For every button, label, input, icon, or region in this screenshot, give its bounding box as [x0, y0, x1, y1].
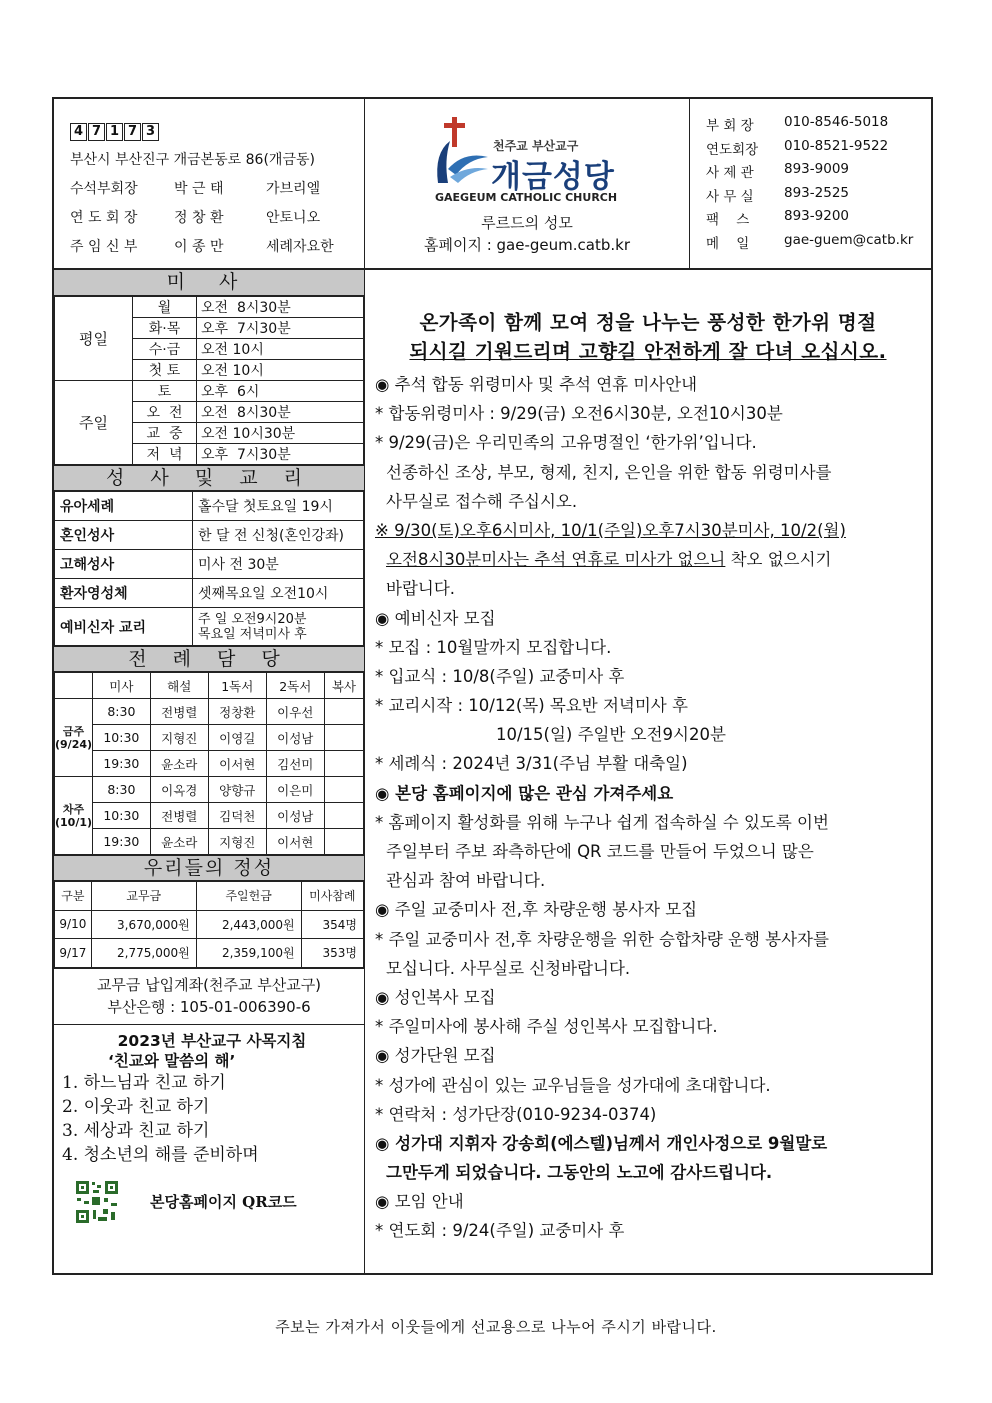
- notice-item: * 교리시작 : 10/12(목) 목요반 저녁미사 후: [375, 696, 688, 716]
- qr-label: 본당홈페이지 QR코드: [150, 1193, 297, 1211]
- notice-text: 오전8시30분미사는 추석 연휴로 미사가 없으니 착오 없으시기: [386, 550, 832, 570]
- notice-text: 사무실로 접수해 주십시오.: [386, 491, 578, 511]
- notice-text: 그만두게 되었습니다. 그동안의 노고에 감사드립니다.: [386, 1163, 773, 1183]
- notice-text: 관심과 참여 바랍니다.: [386, 871, 546, 891]
- notice-item: * 주일미사에 봉사해 주실 성인복사 모집합니다.: [375, 1017, 718, 1037]
- bulletin-frame: [52, 97, 933, 1275]
- postal-code: [70, 123, 159, 141]
- notice-heading: ◉ 추석 합동 위령미사 및 추석 연휴 미사안내: [375, 375, 698, 394]
- leader-row: 수석부회장 박 근 태 가브리엘: [70, 181, 321, 197]
- notice-text: 바랍니다.: [386, 579, 456, 599]
- notice-heading: ◉ 성가단원 모집: [375, 1046, 496, 1066]
- contact-row: 메 일 gae-guem@catb.kr: [706, 231, 914, 252]
- notice-item: * 9/29(금)은 우리민족의 고유명절인 ‘한가위’입니다.: [375, 433, 757, 453]
- policy-item: 3. 세상과 친교 하기: [62, 1120, 210, 1141]
- notice-heading: ◉ 성인복사 모집: [375, 987, 496, 1007]
- notice-heading: ◉ 모임 안내: [375, 1192, 464, 1212]
- notice-heading: ◉ 주일 교중미사 전,후 차량운행 봉사자 모집: [375, 900, 698, 920]
- notice-item: * 연락처 : 성가단장(010-9234-0374): [375, 1104, 657, 1124]
- liturgy-table: 미사 해설 1독서 2독서 복사 금주(9/24) 8:30 전병렬 정창환 이우선 10:30 지형진 이영길 이성남 19:30 윤소라 이서현 김선미 차주(10/1) 8:30 이옥경 양향규 이은미 10:30 전병렬 김덕천 이성남 19:30 윤소라 지형진 이서현: [54, 672, 364, 855]
- notice-item: * 연도회 : 9/24(주일) 교중미사 후: [375, 1221, 625, 1241]
- church-name-english: GAEGEUM CATHOLIC CHURCH: [435, 191, 618, 204]
- patron-saint: 루르드의 성모: [481, 214, 573, 232]
- notice-item: * 성가에 관심이 있는 교우님들을 성가대에 초대합니다.: [375, 1075, 771, 1095]
- header-address-block: [54, 99, 365, 268]
- mass-table: 평일 월 오전 8시30분 화·목 오후 7시30분 수·금 오전 10시 첫 토 오전 10시 주일 토 오후 6시 오 전 오전 8시30분 교 중 오전 10시30분 저 녁 오후 7시30분: [54, 296, 364, 465]
- sidebar: [54, 270, 365, 1275]
- header-logo-block: [365, 99, 690, 268]
- notice-item: * 세례식 : 2024년 3/31(주님 부활 대축일): [375, 754, 688, 774]
- pastoral-policy: 2023년 부산교구 사목지침 ‘친교와 말씀의 해’ 1. 하느님과 친교 하기 2. 이웃과 친교 하기 3. 세상과 친교 하기 4. 청소년의 해를 준비하며 본당홈페이지 QR코드: [54, 1025, 364, 1225]
- homepage-url: 홈페이지 : gae-geum.catb.kr: [423, 236, 630, 254]
- notice-item: * 입교식 : 10/8(주일) 교중미사 후: [375, 666, 625, 686]
- notice-item: * 홈페이지 활성화를 위해 누구나 쉽게 접속하실 수 있도록 이번: [375, 812, 829, 832]
- policy-item: 4. 청소년의 해를 준비하며: [62, 1144, 259, 1165]
- address: 부산시 부산진구 개금본동로 86(개금동): [70, 152, 315, 168]
- diocese-label: 천주교 부산교구: [493, 139, 579, 153]
- contact-row: 연도회장 010-8521-9522: [706, 137, 889, 158]
- notice-text: 주일부터 주보 좌측하단에 QR 코드를 만들어 두었으니 많은: [386, 842, 814, 861]
- postal-digit: 4: [70, 123, 87, 141]
- notice-heading: ◉ 성가대 지휘자 강송희(에스텔)님께서 개인사정으로 9월말로: [375, 1133, 828, 1153]
- notice-text: 모십니다. 사무실로 신청바랍니다.: [386, 958, 631, 978]
- notice-item: * 주일 교중미사 전,후 차량운행을 위한 승합차량 운행 봉사자를: [375, 929, 829, 949]
- notice-text: 선종하신 조상, 부모, 형제, 친지, 은인을 위한 합동 위령미사를: [386, 462, 832, 482]
- notice-item: * 합동위령미사 : 9/29(금) 오전6시30분, 오전10시30분: [375, 404, 783, 424]
- notice-list: [371, 370, 931, 1246]
- sacraments-table: 유아세례 홀수달 첫토요일 19시 혼인성사 한 달 전 신청(혼인강좌) 고해성사 미사 전 30분 환자영성체 셋째목요일 오전10시 예비신자 교리 주 일 오전9시20분 목요일 저녁미사 후: [54, 491, 364, 646]
- contact-list: [690, 99, 931, 268]
- main-notices: [367, 270, 931, 1275]
- contact-row: 팩 스 893-9200: [706, 208, 849, 228]
- offering-table: 구분 교무금 주일헌금 미사참례 9/10 3,670,000원 2,443,000원 354명 9/17 2,775,000원 2,359,100원 353명: [54, 881, 364, 968]
- greeting-banner: 온가족이 함께 모여 정을 나누는 풍성한 한가위 명절 되시길 기원드리며 고향길 안전하게 잘 다녀 오십시오.: [409, 311, 887, 363]
- notice-text: 10/15(일) 주일반 오전9시20분: [496, 725, 726, 745]
- offering-title: 우리들의 정성: [54, 855, 364, 881]
- postal-digit: 1: [106, 123, 123, 141]
- policy-item: 2. 이웃과 친교 하기: [62, 1096, 210, 1117]
- church-logo-icon: [430, 113, 490, 193]
- postal-digit: 3: [142, 123, 159, 141]
- contact-row: 부 회 장 010-8546-5018: [706, 114, 889, 134]
- contact-row: 사 무 실 893-2525: [706, 184, 849, 205]
- notice-item: ※ 9/30(토)오후6시미사, 10/1(주일)오후7시30분미사, 10/2(월): [375, 520, 846, 540]
- sacraments-title: 성 사 및 교 리: [54, 465, 364, 491]
- header: [54, 99, 931, 270]
- church-name: 개금성당: [491, 159, 615, 195]
- bank-account: 교무금 납입계좌(천주교 부산교구) 부산은행 : 105-01-006390-6: [54, 968, 364, 1025]
- notice-heading: ◉ 예비신자 모집: [375, 608, 496, 628]
- footer-note: 주보는 가져가서 이웃들에게 선교용으로 나누어 주시기 바랍니다.: [275, 1318, 717, 1336]
- leader-row: 연 도 회 장 정 창 환 안토니오: [70, 210, 321, 226]
- liturgy-title: 전 례 담 당: [54, 646, 364, 672]
- postal-digit: 7: [88, 123, 105, 141]
- contact-row: 사 제 관 893-9009: [706, 161, 849, 181]
- policy-item: 1. 하느님과 친교 하기: [62, 1072, 226, 1093]
- notice-item: * 모집 : 10월말까지 모집합니다.: [375, 637, 612, 657]
- qr-code-icon[interactable]: [74, 1179, 120, 1225]
- notice-heading: ◉ 본당 홈페이지에 많은 관심 가져주세요: [375, 783, 674, 803]
- leader-row: 주 임 신 부 이 종 만 세례자요한: [70, 239, 334, 255]
- postal-digit: 7: [124, 123, 141, 141]
- mass-title: 미 사: [54, 270, 364, 296]
